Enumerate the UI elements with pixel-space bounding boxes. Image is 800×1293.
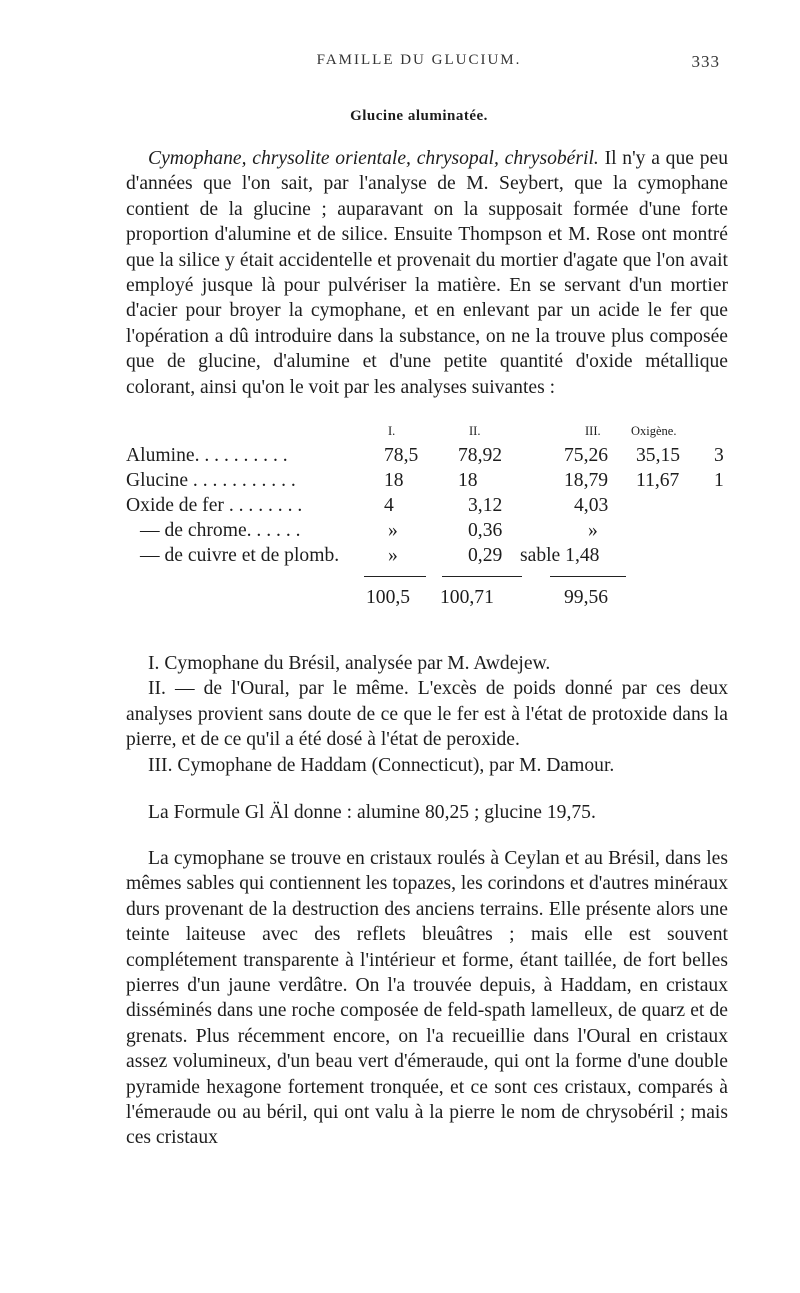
cell-iii: 4,03 — [574, 495, 609, 516]
column-header-ii: II. — [469, 424, 481, 438]
row-label: Glucine . . . . . . . . . . . — [126, 470, 296, 491]
cell-ii: 3,12 — [468, 495, 503, 516]
cell-iii: » — [588, 520, 598, 541]
row-label: — de chrome. . . . . . — [140, 520, 301, 541]
cell-ii: 18 — [458, 470, 478, 491]
cell-iii: sable 1,48 — [520, 545, 600, 566]
sum-rule — [364, 576, 426, 577]
total-ii: 100,71 — [440, 587, 494, 608]
note-iii: III. Cymophane de Haddam (Connecticut), par M. Damour. — [148, 754, 615, 776]
formula-line: La Formule Gl Äl donne : alumine 80,25 ; glucine 19,75. — [148, 802, 596, 823]
column-header-i: I. — [388, 424, 396, 438]
page-number: 333 — [691, 52, 720, 71]
cell-i: 18 — [384, 470, 404, 491]
cell-ratio: 1 — [714, 470, 724, 491]
note-i: I. Cymophane du Brésil, analysée par M. Awdejew. — [148, 653, 551, 674]
cell-oxigene: 11,67 — [636, 470, 680, 491]
column-header-iii: III. — [585, 424, 601, 438]
row-label: Alumine. . . . . . . . . . — [126, 445, 288, 466]
cell-ii: 0,36 — [468, 520, 503, 541]
intro-paragraph — [126, 146, 728, 400]
intro-text: Il n'y a que peu d'années que l'on sait, par l'analyse de M. Seybert, que la cymophane contient de la glucine ; auparavant on la supposait formée d'une forte proportion d'alumine et de silice. Ensuite Thompson et M. Rose ont montré que la silice y était accidentelle et provenait du mortier d'agate que l'on avait employé jusque là pour pulvériser la matière. En se servant d'un mortier d'acier pour broyer la cymophane, et en enlevant par un acide le fer que l'opération a dû introduire dans la substance, on ne la trouve plus composée que de glucine, d'alumine et d'une petite quantité d'oxide métallique colorant, ainsi qu'on le voit par les analyses suivantes : — [126, 148, 728, 398]
column-header-oxigene: Oxigène. — [631, 424, 677, 438]
total-i: 100,5 — [366, 587, 411, 608]
section-title: Glucine aluminatée. — [350, 108, 488, 124]
total-iii: 99,56 — [564, 587, 609, 608]
cell-iii: 75,26 — [564, 445, 609, 466]
running-title: FAMILLE DU GLUCIUM. — [316, 52, 522, 68]
running-head — [118, 52, 720, 76]
cell-ii: 0,29 — [468, 545, 503, 566]
sum-rule — [442, 576, 522, 577]
cell-i: 78,5 — [384, 445, 419, 466]
cell-iii: 18,79 — [564, 470, 609, 491]
row-label: — de cuivre et de plomb. — [140, 545, 340, 566]
cell-ii: 78,92 — [458, 445, 503, 466]
cell-i: 4 — [384, 495, 394, 516]
cell-oxigene: 35,15 — [636, 445, 681, 466]
cell-i: » — [388, 545, 398, 566]
occurrence-paragraph: La cymophane se trouve en cristaux roulés à Ceylan et au Brésil, dans les mêmes sables qui contiennent les topazes, les corindons et d'autres minéraux durs provenant de la destruction des anciens terrains. Elle présente alors une teinte laiteuse avec des reflets bleuâtres ; mais elle est souvent complétement transparente à l'intérieur et forme, étant taillée, de fort belles pierres d'un jaune verdâtre. On l'a trouvée depuis, à Haddam, en cristaux disséminés dans une roche composée de feld-spath lamelleux, de quarz et de grenats. Plus récemment encore, on l'a recueillie dans l'Oural en cristaux assez volumineux, d'un beau vert d'émeraude, qui ont la forme d'une double pyramide hexagone fortement tronquée, et ce sont ces cristaux, comparés à l'émeraude ou au béril, qui ont valu à la pierre le nom de chrysobéril ; mais ces cristaux — [126, 848, 728, 1149]
sum-rule — [550, 576, 626, 577]
analysis-notes — [126, 651, 728, 778]
cell-ratio: 3 — [714, 445, 724, 466]
row-label: Oxide de fer . . . . . . . . — [126, 495, 303, 516]
note-ii: II. — de l'Oural, par le même. L'excès de poids donné par ces deux analyses provient sans doute de ce que le fer est à l'état de protoxide dans la pierre, et de ce qu'il a été dosé à l'état de peroxide. — [126, 678, 728, 751]
cell-i: » — [388, 520, 398, 541]
mineral-names: Cymophane, chrysolite orientale, chrysopal, chrysobéril. — [148, 148, 599, 169]
